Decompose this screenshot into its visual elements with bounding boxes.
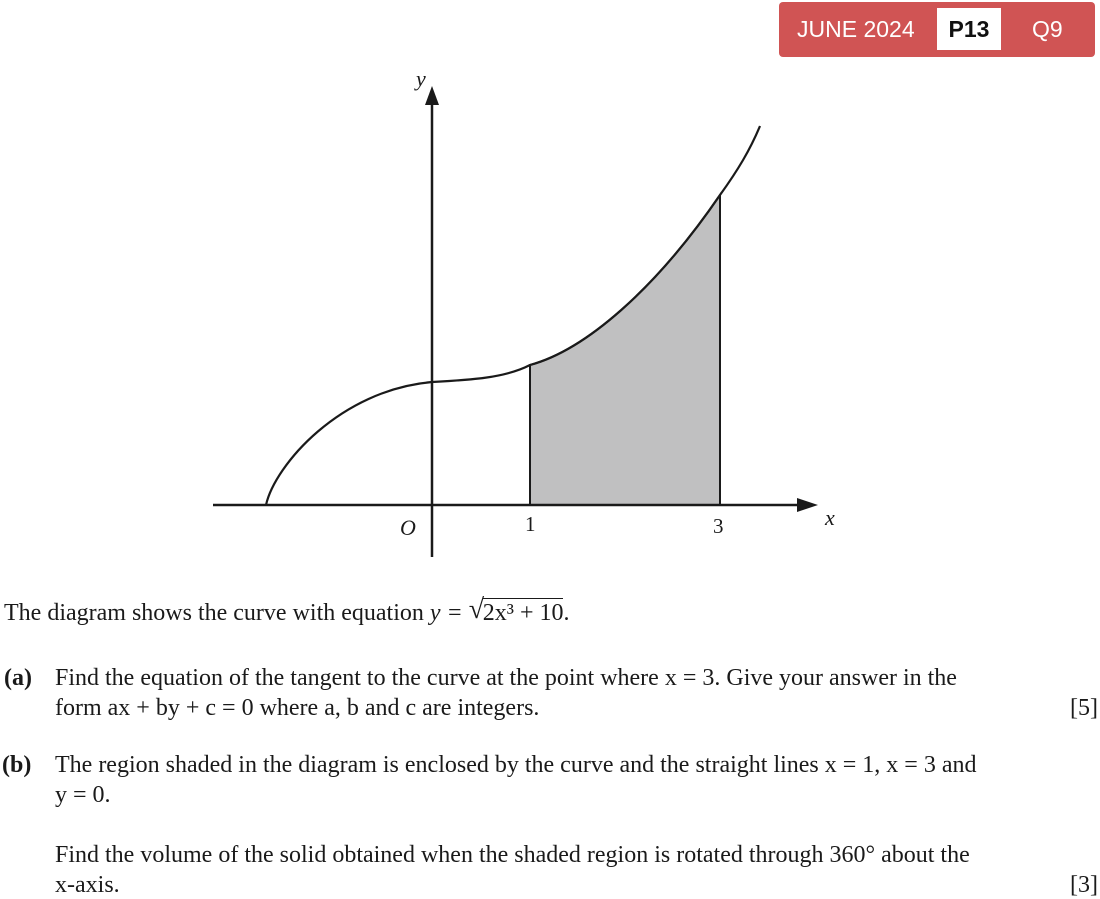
curve-diagram: [0, 60, 880, 570]
part-a-label: (a): [4, 665, 32, 691]
tick-label-1: 1: [525, 512, 536, 536]
intro-sentence: The diagram shows the curve with equation: [4, 600, 424, 626]
equation-radicand: 2x³ + 10: [482, 600, 564, 626]
badge-question: Q9: [1032, 16, 1063, 42]
tick-label-3: 3: [713, 514, 724, 538]
part-a-marks: [5]: [1070, 695, 1098, 721]
question-badge: [779, 2, 1095, 57]
part-a-line-1: Find the equation of the tangent to the curve at the point where x = 3. Give your answer in the: [55, 665, 957, 691]
equation-lhs: y =: [429, 600, 469, 626]
origin-label: O: [400, 515, 416, 540]
y-axis-label: y: [416, 66, 426, 91]
shaded-region: [530, 195, 720, 505]
part-a-line-2: form ax + by + c = 0 where a, b and c are integers.: [55, 695, 540, 721]
part-b-line-4: x-axis.: [55, 872, 120, 898]
equation-end: .: [563, 600, 570, 626]
badge-paper: P13: [937, 8, 1001, 50]
badge-session: JUNE 2024: [797, 16, 915, 42]
intro-text: [4, 594, 570, 627]
part-b-label: (b): [2, 752, 32, 778]
square-root: √ 2x³ + 10: [468, 594, 564, 626]
y-axis-arrow: [425, 86, 439, 105]
part-b-marks: [3]: [1070, 872, 1098, 898]
x-axis-label: x: [825, 505, 835, 530]
x-axis-arrow: [797, 498, 818, 512]
part-b-line-1: The region shaded in the diagram is enclosed by the curve and the straight lines x = 1, x = 3 and: [55, 752, 977, 778]
part-b-line-2: y = 0.: [55, 782, 111, 808]
part-b-line-3: Find the volume of the solid obtained when the shaded region is rotated through 360° about the: [55, 842, 970, 868]
